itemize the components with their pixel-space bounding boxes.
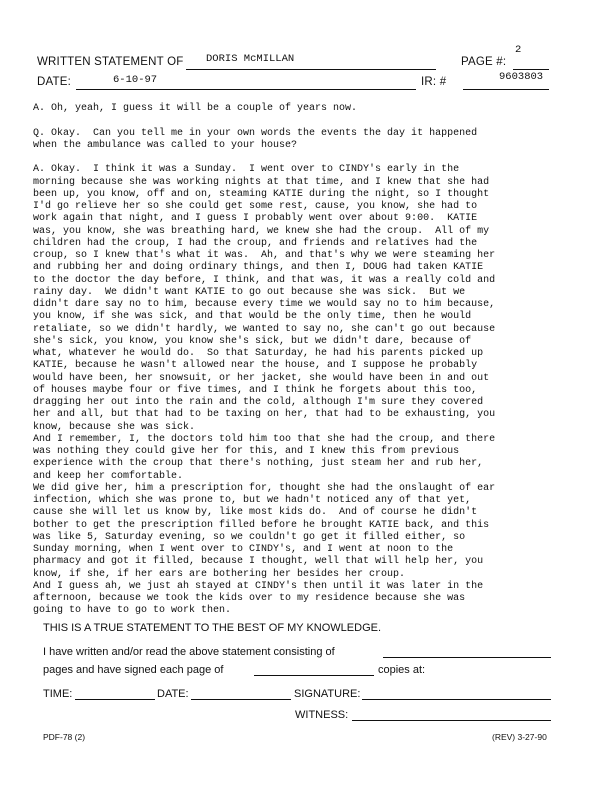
copies-at-text: copies at: xyxy=(378,664,426,676)
statement-body xyxy=(33,103,585,618)
statement-of-label: WRITTEN STATEMENT OF xyxy=(37,56,184,68)
body-paragraph-4: And I guess ah, we just ah stayed at CINDY's then until it was later in the afternoon, because we took the kids over to my residence because she was going to have to go to work then. xyxy=(33,580,484,617)
pages-count-line xyxy=(383,657,551,658)
case-number: 9603803 xyxy=(499,71,544,83)
body-paragraph-3: We did give her, him a prescription for, thought she had the onslaught of ear infection, which she was prone to, but we hadn't noticed any of that yet, cause she will let us know by, like most kids do. And of course he didn't bother to get the prescription filled before he brought KATIE back, and this was like 5, Saturday evening, so we couldn't go get it filled either, so Sunday morning, when I went over to CINDY's, and I went at noon to the pharmacy and got it filled, because I thought, well that will help her, you know, if she, if her ears are bothering her besides her croup. xyxy=(33,482,496,580)
witness-line xyxy=(352,720,551,721)
question-paragraph: Q. Okay. Can you tell me in your own words the events the day it happened when the ambulance was called to your house? xyxy=(33,127,478,151)
statement-length-text: I have written and/or read the above statement consisting of xyxy=(43,646,335,658)
page-number-line xyxy=(513,69,549,70)
page-number-value: 2 xyxy=(515,44,522,56)
date-label: DATE: xyxy=(37,76,72,88)
form-revision: (REV) 3-27-90 xyxy=(492,732,547,742)
footer-date-label: DATE: xyxy=(157,688,189,700)
body-paragraph-2: And I remember, I, the doctors told him too that she had the croup, and there was nothing they could give her for this, and I knew this from previous experience with the croup that there's nothing, just steam her and rub her, and keep her comfortable. xyxy=(33,433,496,482)
answer-paragraph: A. Oh, yeah, I guess it will be a couple of years now. xyxy=(33,103,358,114)
date-value: 6-10-97 xyxy=(113,74,158,86)
answer-paragraph-main: A. Okay. I think it was a Sunday. I went over to CINDY's early in the morning because she was working nights at that time, and I knew that she had been up, you know, off and on, steaming KATIE during the night, so I thought I'd go relieve her so she could get some rest, cause, you know, she had to work again that night, and I guess I probably went over about 9:00. KATIE was, you know, she was breathing hard, we knew she had the croup. All of my children had the croup, I had the croup, and friends and relatives had the croup, so I knew that's what it was. Ah, and that's why we were steaming her and rubbing her and doing ordinary things, and then I, DOUG had taken KATIE to the doctor the day before, I think, and that was, it was a really cold and rainy day. We didn't want KATIE to go out because she was sick. But we didn't dare say no to him, because every time we would say no to him because, you know, if she was sick, and that would be the only time, then he would retaliate, so we didn't hardly, we wanted to say no, she can't go out because she's sick, you know, you know she's sick, but we didn't dare, because of what, whatever he would do. So that Saturday, he had his parents picked up KATIE, because he wasn't allowed near the house, and I suppose he probably would have been, her snowsuit, or her jacket, she would have been in and out of houses maybe four or five times, and I think he forgets about this too, dragging her out into the rain and the cold, although I'm sure they covered her and all, but that had to be taxing on her, that had to be exhausting, you know, because she was sick. xyxy=(33,164,496,433)
signature-line xyxy=(362,699,551,700)
signed-pages-text: pages and have signed each page of xyxy=(43,664,224,676)
time-line xyxy=(75,699,155,700)
true-statement-heading: THIS IS A TRUE STATEMENT TO THE BEST OF MY KNOWLEDGE. xyxy=(43,622,382,634)
form-id: PDF-78 (2) xyxy=(43,732,86,742)
page-number-label: PAGE #: xyxy=(461,56,507,68)
time-label: TIME: xyxy=(43,688,73,700)
date-line xyxy=(76,89,416,90)
ir-number-label: IR: # xyxy=(421,76,447,88)
statement-of-value: DORIS McMILLAN xyxy=(206,53,295,65)
witness-label: WITNESS: xyxy=(295,709,349,721)
statement-of-line xyxy=(186,69,436,70)
footer-date-line xyxy=(191,699,291,700)
ir-number-line xyxy=(463,89,549,90)
signature-label: SIGNATURE: xyxy=(294,688,361,700)
copies-count-line xyxy=(254,675,374,676)
